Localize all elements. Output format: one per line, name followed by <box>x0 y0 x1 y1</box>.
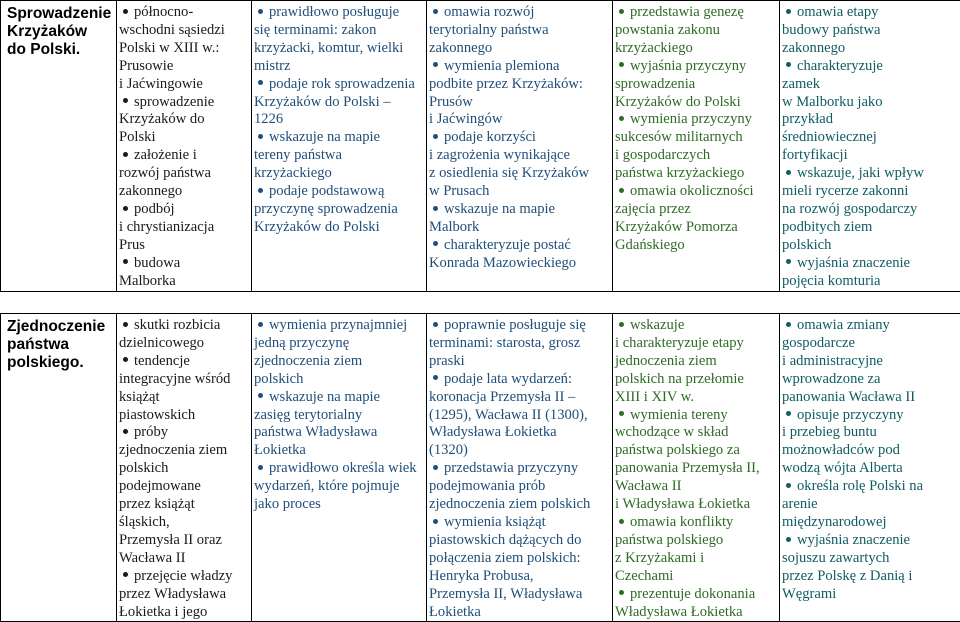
list-item <box>119 94 247 148</box>
requirements-cell <box>780 314 960 622</box>
list-item-text: przejęcie władzy przez Władysława Łokietka i jego <box>119 568 232 620</box>
list-item <box>615 4 775 58</box>
list-item-text: założenie i rozwój państwa zakonnego <box>119 147 211 199</box>
bullet-icon <box>433 375 438 380</box>
list-item <box>254 460 422 514</box>
list-item <box>119 353 247 425</box>
bullet-icon <box>786 9 791 14</box>
list-item <box>429 129 608 201</box>
list-item <box>782 478 956 532</box>
bullet-icon <box>433 62 438 67</box>
bullet-icon <box>123 322 128 327</box>
list-item-text: wskazuje i charakteryzuje etapy jednoczenia ziem polskich na przełomie XIII i XIV w. <box>615 317 744 405</box>
list-item <box>429 460 608 514</box>
bullet-icon <box>433 134 438 139</box>
list-item <box>782 165 956 255</box>
list-item <box>254 4 422 76</box>
list-item <box>429 371 608 461</box>
list-item-text: prawidłowo określa wiek wydarzeń, które pojmuje jako proces <box>254 460 417 512</box>
bullet-icon <box>123 572 128 577</box>
list-item-text: wymienia plemiona podbite przez Krzyżaków: Prusów i Jaćwingów <box>429 58 583 128</box>
bullet-icon <box>123 152 128 157</box>
list-item <box>119 147 247 201</box>
list-item-text: budowa Malborka <box>119 255 180 289</box>
requirements-table-section-1 <box>0 0 960 292</box>
list-item <box>782 532 956 604</box>
bullet-icon <box>786 483 791 488</box>
list-item <box>615 183 775 255</box>
list-item <box>615 58 775 112</box>
bullet-icon <box>433 465 438 470</box>
list-item-text: wymienia tereny wchodzące w skład państwa polskiego za panowania Przemysła II, Wacława II i Władysława Łokietka <box>615 407 760 513</box>
list-item-text: skutki rozbicia dzielnicowego <box>119 317 220 351</box>
list-item <box>615 514 775 586</box>
list-item-text: wskazuje na mapie tereny państwa krzyżackiego <box>254 129 380 181</box>
list-item <box>615 317 775 407</box>
bullet-icon <box>619 519 624 524</box>
list-item <box>429 58 608 130</box>
list-item-text: wskazuje, jaki wpływ mieli rycerze zakonni na rozwój gospodarczy podbitych ziem polskich <box>782 165 924 253</box>
bullet-icon <box>619 590 624 595</box>
list-item-text: charakteryzuje zamek w Malborku jako przykład średniowiecznej fortyfikacji <box>782 58 883 164</box>
topic-cell <box>1 314 117 622</box>
list-item-text: omawia rozwój terytorialny państwa zakonnego <box>429 4 549 56</box>
bullet-icon <box>123 9 128 14</box>
list-item <box>429 317 608 371</box>
bullet-list <box>427 314 612 621</box>
list-item <box>782 407 956 479</box>
bullet-icon <box>258 134 263 139</box>
bullet-icon <box>619 9 624 14</box>
list-item-text: omawia zmiany gospodarcze i administracyjne wprowadzone za panowania Wacława II <box>782 317 915 405</box>
list-item-text: przedstawia genezę powstania zakonu krzyżackiego <box>615 4 744 56</box>
list-item <box>254 183 422 237</box>
list-item <box>429 201 608 237</box>
list-item-text: wymienia przyczyny sukcesów militarnych i gospodarczych państwa krzyżackiego <box>615 111 752 181</box>
bullet-icon <box>258 188 263 193</box>
requirements-cell <box>613 314 780 622</box>
list-item-text: podaje podstawową przyczynę sprowadzenia Krzyżaków do Polski <box>254 183 398 235</box>
bullet-list <box>252 1 426 237</box>
topic-cell <box>1 1 117 292</box>
list-item-text: omawia okoliczności zajęcia przez Krzyżaków Pomorza Gdańskiego <box>615 183 754 253</box>
bullet-list <box>117 314 251 621</box>
bullet-list <box>613 314 779 621</box>
list-item-text: wskazuje na mapie Malbork <box>429 201 555 235</box>
bullet-icon <box>619 62 624 67</box>
table-row <box>1 1 960 292</box>
list-item-text: omawia konflikty państwa polskiego z Krzyżakami i Czechami <box>615 514 733 584</box>
list-item-text: przedstawia przyczyny podejmowania prób zjednoczenia ziem polskich <box>429 460 590 512</box>
bullet-icon <box>258 393 263 398</box>
requirements-cell <box>427 314 613 622</box>
list-item-text: poprawnie posługuje się terminami: starosta, grosz praski <box>429 317 586 369</box>
bullet-list <box>780 314 960 604</box>
topic-title: Zjednoczenie państwa polskiego. <box>7 318 112 372</box>
bullet-list <box>427 1 612 273</box>
list-item <box>782 255 956 291</box>
list-item <box>119 568 247 622</box>
list-item <box>119 424 247 567</box>
list-item-text: opisuje przyczyny i przebieg buntu możnowładców pod wodzą wójta Alberta <box>782 407 904 477</box>
bullet-icon <box>786 537 791 542</box>
table-row <box>1 314 960 622</box>
list-item <box>782 4 956 58</box>
list-item <box>254 389 422 461</box>
list-item-text: wymienia książąt piastowskich dążących do połączenia ziem polskich: Henryka Probusa, Przemysła II, Władysława Łokietka <box>429 514 582 620</box>
list-item <box>615 111 775 183</box>
list-item-text: północno- wschodni sąsiedzi Polski w XIII w.: Prusowie i Jaćwingowie <box>119 4 225 92</box>
list-item <box>119 255 247 291</box>
bullet-icon <box>786 62 791 67</box>
requirements-cell <box>780 1 960 292</box>
bullet-list <box>252 314 426 514</box>
bullet-icon <box>786 259 791 264</box>
requirements-cell <box>252 1 427 292</box>
bullet-icon <box>619 188 624 193</box>
list-item <box>429 514 608 621</box>
requirements-cell <box>252 314 427 622</box>
list-item-text: podaje korzyści i zagrożenia wynikające z osiedlenia się Krzyżaków w Prusach <box>429 129 589 199</box>
content-cell <box>117 314 252 622</box>
list-item <box>254 129 422 183</box>
list-item <box>119 201 247 255</box>
list-item-text: charakteryzuje postać Konrada Mazowieckiego <box>429 237 576 271</box>
bullet-icon <box>619 322 624 327</box>
bullet-icon <box>433 322 438 327</box>
content-cell <box>117 1 252 292</box>
bullet-icon <box>123 98 128 103</box>
requirements-cell <box>613 1 780 292</box>
bullet-icon <box>433 241 438 246</box>
list-item <box>254 317 422 389</box>
list-item-text: tendencje integracyjne wśród książąt piastowskich <box>119 353 230 423</box>
list-item-text: prezentuje dokonania Władysława Łokietka <box>615 586 755 620</box>
list-item-text: wyjaśnia znaczenie sojuszu zawartych przez Polskę z Danią i Węgrami <box>782 532 912 602</box>
list-item-text: wymienia przynajmniej jedną przyczynę zjednoczenia ziem polskich <box>254 317 407 387</box>
list-item-text: podbój i chrystianizacja Prus <box>119 201 214 253</box>
list-item <box>782 317 956 407</box>
bullet-list <box>613 1 779 255</box>
list-item-text: podaje rok sprowadzenia Krzyżaków do Polski – 1226 <box>254 76 415 128</box>
bullet-icon <box>619 116 624 121</box>
bullet-icon <box>786 170 791 175</box>
list-item-text: wskazuje na mapie zasięg terytorialny państwa Władysława Łokietka <box>254 389 380 459</box>
bullet-list <box>780 1 960 291</box>
list-item-text: prawidłowo posługuje się terminami: zakon krzyżacki, komtur, wielki mistrz <box>254 4 403 74</box>
bullet-icon <box>258 465 263 470</box>
requirements-cell <box>427 1 613 292</box>
list-item <box>429 237 608 273</box>
requirements-table-section-2 <box>0 313 960 622</box>
bullet-icon <box>619 411 624 416</box>
topic-title: Sprowadzenie Krzyżaków do Polski. <box>7 5 112 59</box>
bullet-icon <box>258 9 263 14</box>
list-item <box>615 407 775 514</box>
bullet-icon <box>123 357 128 362</box>
list-item <box>119 4 247 94</box>
bullet-icon <box>433 519 438 524</box>
list-item <box>615 586 775 622</box>
list-item-text: wyjaśnia przyczyny sprowadzenia Krzyżaków do Polski <box>615 58 746 110</box>
bullet-icon <box>123 206 128 211</box>
list-item <box>429 4 608 58</box>
bullet-icon <box>123 429 128 434</box>
bullet-list <box>117 1 251 291</box>
bullet-icon <box>258 80 263 85</box>
bullet-icon <box>123 259 128 264</box>
bullet-icon <box>258 322 263 327</box>
bullet-icon <box>433 9 438 14</box>
list-item <box>119 317 247 353</box>
list-item-text: omawia etapy budowy państwa zakonnego <box>782 4 881 56</box>
list-item-text: podaje lata wydarzeń: koronacja Przemysła II – (1295), Wacława II (1300), Władysława Łokietka (1320) <box>429 371 588 459</box>
list-item <box>782 58 956 165</box>
list-item-text: wyjaśnia znaczenie pojęcia komturia <box>782 255 910 289</box>
list-item-text: próby zjednoczenia ziem polskich podejmowane przez książąt śląskich, Przemysła II oraz Wacława II <box>119 424 227 565</box>
bullet-icon <box>786 322 791 327</box>
list-item-text: określa rolę Polski na arenie międzynarodowej <box>782 478 923 530</box>
bullet-icon <box>786 411 791 416</box>
list-item-text: sprowadzenie Krzyżaków do Polski <box>119 94 214 146</box>
bullet-icon <box>433 206 438 211</box>
list-item <box>254 76 422 130</box>
